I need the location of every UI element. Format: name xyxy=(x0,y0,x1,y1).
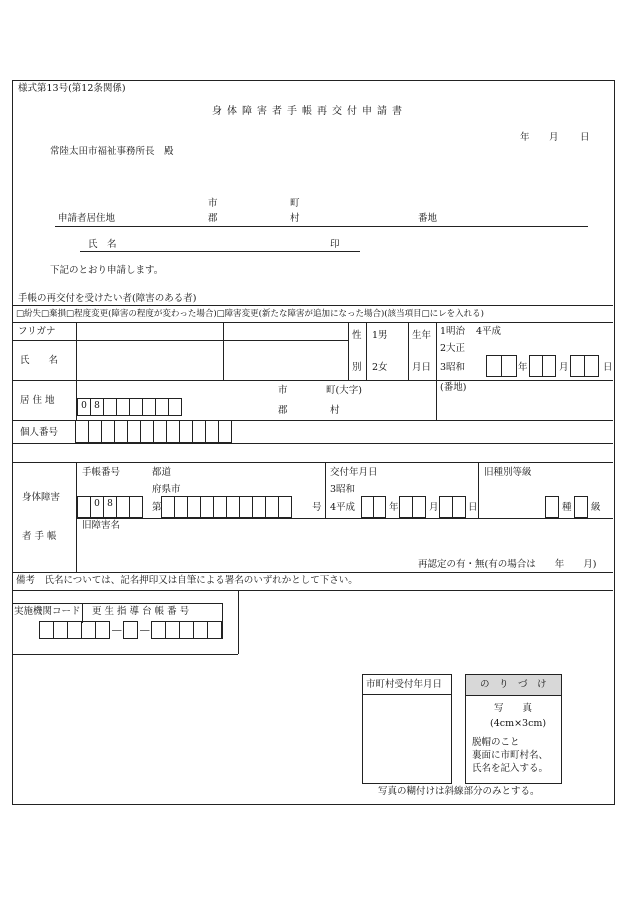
todofuken-2: 府県市 xyxy=(152,484,181,495)
ledger-dash-2: ― xyxy=(140,625,150,636)
photo-note-2: 裏面に市町村名、 xyxy=(472,750,549,761)
addr-banchi: 番地 xyxy=(418,213,438,224)
birth-day-boxes[interactable] xyxy=(571,355,599,377)
shu-label: 種 xyxy=(562,502,572,513)
issue-showa[interactable]: 3昭和 xyxy=(330,484,356,495)
divider xyxy=(12,380,613,381)
issue-date-label: 交付年月日 xyxy=(330,467,378,478)
kyu-label: 級 xyxy=(591,502,601,513)
birth-year: 年 xyxy=(518,362,528,373)
ledger-box-a[interactable] xyxy=(124,621,138,639)
divider xyxy=(12,590,613,591)
sex-female[interactable]: 2女 xyxy=(372,362,388,373)
res-village: 村 xyxy=(330,405,340,416)
divider xyxy=(362,694,452,695)
photo-note-1: 脱帽のこと xyxy=(472,737,520,748)
divider xyxy=(348,322,349,380)
section-title: 手帳の再交付を受けたい者(障害のある者) xyxy=(18,293,197,304)
recert-text: 再認定の有・無(有の場合は 年 月) xyxy=(418,559,597,570)
divider xyxy=(12,443,613,444)
era-heisei[interactable]: 4平成 xyxy=(476,326,502,337)
birth-label-1: 生年 xyxy=(412,330,432,341)
birth-month-boxes[interactable] xyxy=(530,355,556,377)
sex-male[interactable]: 1男 xyxy=(372,330,388,341)
ledger-boxes[interactable] xyxy=(152,621,222,639)
handbook-code-digit: 0 xyxy=(90,496,104,518)
addr-town: 町 xyxy=(290,198,300,209)
todofuken-1: 都道 xyxy=(152,467,172,478)
res-city: 市 xyxy=(278,385,288,396)
old-disability-label: 旧障害名 xyxy=(82,520,121,531)
divider xyxy=(12,322,613,323)
photo-footnote: 写真の糊付けは斜線部分のみとする。 xyxy=(378,786,540,797)
residence-label: 居 住 地 xyxy=(20,395,55,406)
divider xyxy=(12,305,613,306)
divider xyxy=(12,462,613,463)
res-gun: 郡 xyxy=(278,405,288,416)
dai-label: 第 xyxy=(152,502,162,513)
divider xyxy=(12,603,222,604)
addr-city: 市 xyxy=(208,198,218,209)
remarks-text: 備考 氏名については、記名押印又は自筆による署名のいずれかとして下さい。 xyxy=(16,575,358,586)
handbook-code-digit: 8 xyxy=(103,496,117,518)
addressee: 常陸太田市福祉事務所長 殿 xyxy=(50,146,174,157)
name-label: 氏 名 xyxy=(88,239,117,250)
reason-checkboxes[interactable]: □紛失□棄損□程度変更(障害の程度が変わった場合)□障害変更(新たな障害が追加になった場合)(該当項目□にレを入れる) xyxy=(16,309,484,319)
issue-year: 年 xyxy=(389,502,399,513)
divider xyxy=(478,462,479,518)
res-banchi: (番地) xyxy=(440,382,467,393)
divider xyxy=(325,462,326,518)
issue-month: 月 xyxy=(429,502,439,513)
date-year: 年 xyxy=(520,132,530,143)
personal-number-label: 個人番号 xyxy=(20,427,59,438)
date-month: 月 xyxy=(549,132,559,143)
class-shu-box[interactable] xyxy=(546,496,559,518)
person-name-label: 氏 名 xyxy=(20,355,59,366)
era-meiji[interactable]: 1明治 xyxy=(440,326,466,337)
class-kyu-box[interactable] xyxy=(575,496,588,518)
divider xyxy=(223,322,224,380)
receipt-date-label: 市町村受付年月日 xyxy=(366,679,443,690)
agency-code-label: 実施機関コード xyxy=(14,606,81,617)
photo-note-3: 氏名を記入する。 xyxy=(472,763,549,774)
addr-gun: 郡 xyxy=(208,213,218,224)
form-title: 身体障害者手帳再交付申請書 xyxy=(212,106,407,117)
divider xyxy=(222,603,223,639)
sex-label-2: 別 xyxy=(352,362,362,373)
glue-label: の り づ け xyxy=(480,679,547,690)
res-town: 町(大字) xyxy=(326,385,362,396)
birth-label-2: 月日 xyxy=(412,362,432,373)
birth-day: 日 xyxy=(603,362,613,373)
birth-year-boxes[interactable] xyxy=(487,355,517,377)
pref-code-digit: 8 xyxy=(90,398,104,416)
sex-label-1: 性 xyxy=(352,330,362,341)
pref-code-boxes[interactable] xyxy=(78,398,182,416)
date-day: 日 xyxy=(580,132,590,143)
divider xyxy=(76,518,613,519)
request-text: 下記のとおり申請します。 xyxy=(50,265,164,276)
divider xyxy=(82,603,83,623)
divider xyxy=(238,590,239,654)
receipt-date-box[interactable] xyxy=(362,674,452,784)
handbook-code-boxes[interactable] xyxy=(78,496,143,518)
applicant-address-label: 申請者居住地 xyxy=(58,213,116,224)
ledger-dash-1: ― xyxy=(112,625,122,636)
go-label: 号 xyxy=(312,502,322,513)
era-taisho[interactable]: 2大正 xyxy=(440,343,466,354)
photo-size: (4cm×3cm) xyxy=(490,718,547,729)
issue-month-boxes[interactable] xyxy=(400,496,426,518)
era-showa[interactable]: 3昭和 xyxy=(440,362,466,373)
divider xyxy=(12,340,348,341)
ledger-number-label: 更 生 指 導 台 帳 番 号 xyxy=(92,606,190,617)
address-underline[interactable] xyxy=(55,226,588,227)
divider xyxy=(436,322,437,420)
issue-day: 日 xyxy=(468,502,478,513)
issue-day-boxes[interactable] xyxy=(440,496,466,518)
divider xyxy=(12,603,13,639)
addr-village: 村 xyxy=(290,213,300,224)
personal-number-boxes[interactable] xyxy=(76,420,232,443)
seal-mark: 印 xyxy=(330,239,340,250)
handbook-label-2: 者 手 帳 xyxy=(22,531,57,542)
handbook-label-1: 身体障害 xyxy=(22,492,61,503)
handbook-number-boxes[interactable] xyxy=(162,496,292,518)
divider xyxy=(408,322,409,380)
agency-code-boxes[interactable] xyxy=(40,621,110,639)
issue-year-boxes[interactable] xyxy=(362,496,386,518)
photo-label: 写 真 xyxy=(494,703,533,714)
handbook-number-label: 手帳番号 xyxy=(82,467,121,478)
furigana-label: フリガナ xyxy=(18,326,56,337)
divider xyxy=(12,572,613,573)
issue-heisei[interactable]: 4平成 xyxy=(330,502,356,513)
divider xyxy=(12,654,238,655)
old-class-label: 旧種別等級 xyxy=(484,467,532,478)
form-number: 様式第13号(第12条関係) xyxy=(18,83,126,94)
birth-month: 月 xyxy=(559,362,569,373)
divider xyxy=(366,322,367,380)
pref-code-digit: 0 xyxy=(77,398,91,416)
name-underline[interactable] xyxy=(80,251,360,252)
